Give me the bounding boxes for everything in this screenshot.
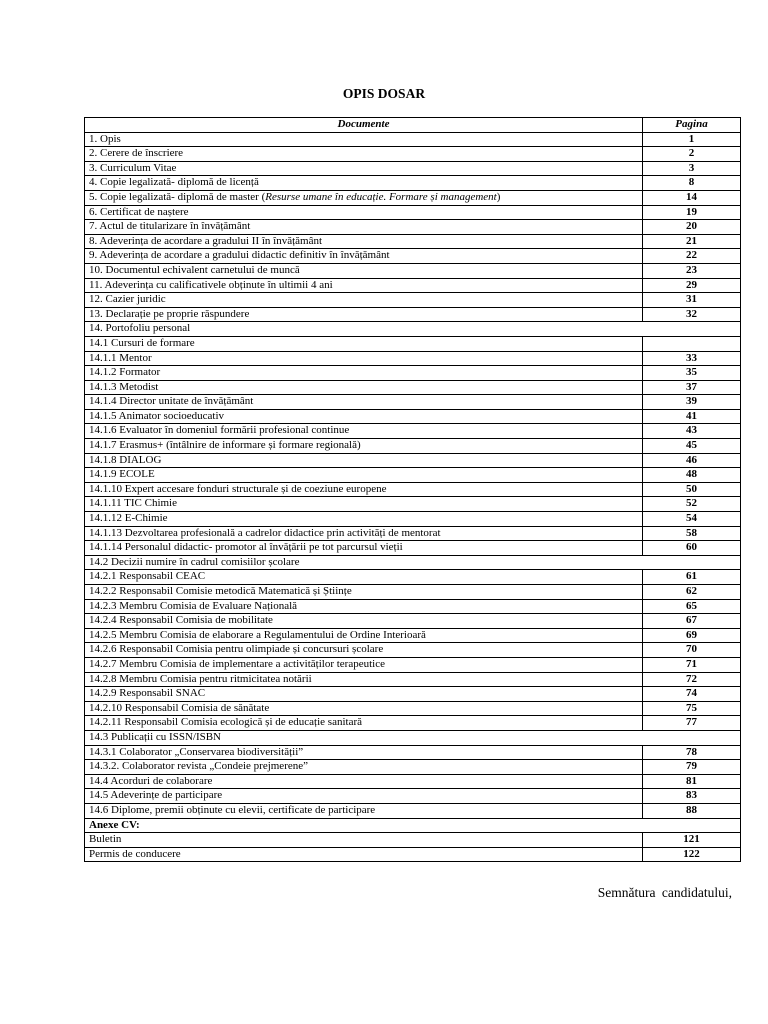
document-cell xyxy=(85,643,643,658)
header-documente: Documente xyxy=(85,118,643,133)
document-cell xyxy=(85,205,643,220)
page-number-cell: 21 xyxy=(643,234,741,249)
table-row xyxy=(85,366,741,381)
document-label: 14.2.11 Responsabil Comisia ecologică și de educație sanitară xyxy=(89,716,362,729)
document-label: 14.1.2 Formator xyxy=(89,366,161,379)
page-number-cell: 33 xyxy=(643,351,741,366)
page-number-cell: 20 xyxy=(643,220,741,235)
document-label: 14.4 Acorduri de colaborare xyxy=(89,774,213,787)
document-label: 14.3.1 Colaborator „Conservarea biodiversității” xyxy=(89,745,304,758)
table-header-row xyxy=(85,118,741,133)
document-cell xyxy=(85,803,643,818)
table-row xyxy=(85,803,741,818)
document-label: 7. Actul de titularizare în învățământ xyxy=(89,220,251,233)
table-row xyxy=(85,628,741,643)
document-label: 14.2.8 Membru Comisia pentru ritmicitatea notării xyxy=(89,672,312,685)
signature-label: Semnătura candidatului, xyxy=(597,885,732,900)
document-label: 14.2 Decizii numire în cadrul comisiilor școlare xyxy=(89,555,300,568)
document-cell xyxy=(85,497,643,512)
page-number-cell: 23 xyxy=(643,263,741,278)
document-label: 3. Curriculum Vitae xyxy=(89,161,177,174)
page-number-cell: 62 xyxy=(643,585,741,600)
document-cell xyxy=(85,570,643,585)
table-row xyxy=(85,730,741,745)
page-number-cell: 32 xyxy=(643,307,741,322)
table-row xyxy=(85,234,741,249)
document-label: 9. Adeverința de acordare a gradului didactic definitiv în învățământ xyxy=(89,249,390,262)
document-cell xyxy=(85,818,741,833)
document-cell xyxy=(85,453,643,468)
header-pagina: Pagina xyxy=(643,118,741,133)
table-row xyxy=(85,351,741,366)
table-row xyxy=(85,453,741,468)
document-label: Buletin xyxy=(89,833,122,846)
document-cell xyxy=(85,249,643,264)
document-label: Permis de conducere xyxy=(89,847,181,860)
document-cell xyxy=(85,220,643,235)
table-row xyxy=(85,468,741,483)
document-cell xyxy=(85,526,643,541)
page-number-cell: 45 xyxy=(643,439,741,454)
page-number-cell: 75 xyxy=(643,701,741,716)
page-number-cell: 39 xyxy=(643,395,741,410)
table-body xyxy=(85,132,741,862)
page-number-cell: 52 xyxy=(643,497,741,512)
opis-table xyxy=(84,117,741,862)
document-label: 14.2.7 Membru Comisia de implementare a activităților terapeutice xyxy=(89,657,385,670)
page-number-cell: 46 xyxy=(643,453,741,468)
document-label: 13. Declarație pe proprie răspundere xyxy=(89,307,250,320)
document-cell xyxy=(85,716,643,731)
document-label: 14.3 Publicații cu ISSN/ISBN xyxy=(89,730,222,743)
document-label: 14.2.1 Responsabil CEAC xyxy=(89,570,206,583)
document-cell xyxy=(85,657,643,672)
document-label: 14.1.11 TIC Chimie xyxy=(89,497,177,510)
page-number-cell: 50 xyxy=(643,482,741,497)
table-row xyxy=(85,132,741,147)
document-cell xyxy=(85,847,643,862)
page-number-cell: 88 xyxy=(643,803,741,818)
page-number-cell: 74 xyxy=(643,687,741,702)
table-row xyxy=(85,278,741,293)
table-row xyxy=(85,293,741,308)
document-cell xyxy=(85,409,643,424)
document-cell xyxy=(85,424,643,439)
document-label: 11. Adeverința cu calificativele obținute în ultimii 4 ani xyxy=(89,278,333,291)
page-number-cell: 48 xyxy=(643,468,741,483)
document-label: 14.5 Adeverințe de participare xyxy=(89,789,223,802)
table-row xyxy=(85,526,741,541)
table-row xyxy=(85,161,741,176)
document-cell xyxy=(85,599,643,614)
document-cell xyxy=(85,190,643,205)
table-row xyxy=(85,585,741,600)
table-row xyxy=(85,555,741,570)
document-label: 14.1.5 Animator socioeducativ xyxy=(89,409,225,422)
document-cell xyxy=(85,234,643,249)
table-row xyxy=(85,570,741,585)
document-label: 14.1.3 Metodist xyxy=(89,380,159,393)
document-label: 14.1.1 Mentor xyxy=(89,351,152,364)
table-row xyxy=(85,190,741,205)
document-cell xyxy=(85,439,643,454)
document-label: 14.2.2 Responsabil Comisie metodică Matematică și Științe xyxy=(89,585,352,597)
document-label: 14.2.10 Responsabil Comisia de sănătate xyxy=(89,701,270,714)
table-row xyxy=(85,482,741,497)
document-label-end: ) xyxy=(496,190,501,203)
document-cell xyxy=(85,351,643,366)
table-row xyxy=(85,745,741,760)
document-cell xyxy=(85,161,643,176)
page-number-cell: 22 xyxy=(643,249,741,264)
document-label-italic: Resurse umane în educație. Formare și management xyxy=(265,190,497,203)
document-label: 14.6 Diplome, premii obținute cu elevii, certificate de participare xyxy=(89,803,376,816)
table-row xyxy=(85,220,741,235)
document-cell xyxy=(85,628,643,643)
document-label: 14.1.8 DIALOG xyxy=(89,453,162,466)
document-label: 14.1.13 Dezvoltarea profesională a cadrelor didactice prin activități de mentorat xyxy=(89,526,441,539)
table-row xyxy=(85,760,741,775)
document-label: 14.2.4 Responsabil Comisia de mobilitate xyxy=(89,614,273,627)
document-cell xyxy=(85,585,643,600)
table-row xyxy=(85,512,741,527)
document-label: 14.1.12 E-Chimie xyxy=(89,512,168,525)
page-number-cell: 3 xyxy=(643,161,741,176)
table-row xyxy=(85,643,741,658)
table-row xyxy=(85,701,741,716)
document-cell xyxy=(85,132,643,147)
page-number-cell: 29 xyxy=(643,278,741,293)
table-row xyxy=(85,847,741,862)
page-number-cell: 121 xyxy=(643,833,741,848)
document-cell xyxy=(85,701,643,716)
document-cell xyxy=(85,322,741,337)
table-row xyxy=(85,409,741,424)
table-row xyxy=(85,322,741,337)
document-label: 10. Documentul echivalent carnetului de muncă xyxy=(89,263,300,276)
document-label: 6. Certificat de naștere xyxy=(89,205,189,218)
page-title: OPIS DOSAR xyxy=(342,86,426,101)
document-label: 5. Copie legalizată- diplomă de master ( xyxy=(89,190,266,203)
page-number-cell: 122 xyxy=(643,847,741,862)
document-label: 14.2.3 Membru Comisia de Evaluare Națională xyxy=(89,599,298,612)
document-cell xyxy=(85,176,643,191)
document-cell xyxy=(85,512,643,527)
document-cell xyxy=(85,263,643,278)
page-number-cell: 61 xyxy=(643,570,741,585)
table-row xyxy=(85,439,741,454)
document-cell xyxy=(85,541,643,556)
document-label: 14. Portofoliu personal xyxy=(89,322,191,335)
page-number-cell xyxy=(643,336,741,351)
page-number-cell: 78 xyxy=(643,745,741,760)
document-label: 2. Cerere de înscriere xyxy=(89,147,184,160)
page-number-cell: 41 xyxy=(643,409,741,424)
table-row xyxy=(85,336,741,351)
document-cell xyxy=(85,395,643,410)
table-row xyxy=(85,176,741,191)
document-label: 14.1 Cursuri de formare xyxy=(89,336,195,349)
document-cell xyxy=(85,789,643,804)
table-row xyxy=(85,818,741,833)
page-number-cell: 81 xyxy=(643,774,741,789)
document-cell xyxy=(85,278,643,293)
table-row xyxy=(85,307,741,322)
table-row xyxy=(85,249,741,264)
document-cell xyxy=(85,366,643,381)
table-row xyxy=(85,789,741,804)
page-number-cell: 1 xyxy=(643,132,741,147)
document-cell xyxy=(85,293,643,308)
table-row xyxy=(85,833,741,848)
table-row xyxy=(85,541,741,556)
table-row xyxy=(85,687,741,702)
page-number-cell: 37 xyxy=(643,380,741,395)
document-label: 14.2.9 Responsabil SNAC xyxy=(89,687,206,700)
document-label: 14.3.2. Colaborator revista „Condeie prejmerene” xyxy=(89,760,309,773)
table-row xyxy=(85,205,741,220)
document-cell xyxy=(85,687,643,702)
table-row xyxy=(85,657,741,672)
document-label: Anexe CV: xyxy=(89,818,140,831)
page-number-cell: 8 xyxy=(643,176,741,191)
document-label: 14.1.4 Director unitate de învățământ xyxy=(89,395,254,408)
document-cell xyxy=(85,307,643,322)
document-cell xyxy=(85,760,643,775)
page-number-cell: 69 xyxy=(643,628,741,643)
table-row xyxy=(85,380,741,395)
page-number-cell: 35 xyxy=(643,366,741,381)
document-label: 12. Cazier juridic xyxy=(89,293,166,306)
page-number-cell: 65 xyxy=(643,599,741,614)
page-number-cell: 14 xyxy=(643,190,741,205)
table-row xyxy=(85,424,741,439)
table-row xyxy=(85,263,741,278)
table-row xyxy=(85,497,741,512)
page-number-cell: 58 xyxy=(643,526,741,541)
table-row xyxy=(85,599,741,614)
page-number-cell: 43 xyxy=(643,424,741,439)
page-number-cell: 77 xyxy=(643,716,741,731)
page-number-cell: 70 xyxy=(643,643,741,658)
table-row xyxy=(85,147,741,162)
document-label: 14.1.14 Personalul didactic- promotor al învățării pe tot parcursul vieții xyxy=(89,541,403,554)
document-label: 14.1.10 Expert accesare fonduri structurale și de coeziune europene xyxy=(89,482,387,495)
page-number-cell: 19 xyxy=(643,205,741,220)
page-number-cell: 72 xyxy=(643,672,741,687)
page-number-cell: 83 xyxy=(643,789,741,804)
table-row xyxy=(85,614,741,629)
document-cell xyxy=(85,730,741,745)
table-row xyxy=(85,774,741,789)
document-cell xyxy=(85,614,643,629)
document-cell xyxy=(85,833,643,848)
page-number-cell: 71 xyxy=(643,657,741,672)
document-cell xyxy=(85,555,741,570)
page-number-cell: 54 xyxy=(643,512,741,527)
document-label: 14.1.9 ECOLE xyxy=(89,468,155,481)
page-number-cell: 60 xyxy=(643,541,741,556)
document-cell xyxy=(85,147,643,162)
document-cell xyxy=(85,672,643,687)
table-row xyxy=(85,395,741,410)
document-label: 14.2.6 Responsabil Comisia pentru olimpiade și concursuri școlare xyxy=(89,643,384,656)
document-label: 14.1.7 Erasmus+ (întâlnire de informare și formare regională) xyxy=(89,439,361,452)
document-cell xyxy=(85,380,643,395)
document-label: 14.2.5 Membru Comisia de elaborare a Regulamentului de Ordine Interioară xyxy=(89,628,426,641)
table-row xyxy=(85,716,741,731)
document-cell xyxy=(85,468,643,483)
document-cell xyxy=(85,774,643,789)
page-number-cell: 67 xyxy=(643,614,741,629)
document-label: 4. Copie legalizată- diplomă de licență xyxy=(89,176,259,189)
document-label: 1. Opis xyxy=(89,132,121,145)
table-row xyxy=(85,672,741,687)
document-cell xyxy=(85,336,643,351)
page-number-cell: 2 xyxy=(643,147,741,162)
page-number-cell: 31 xyxy=(643,293,741,308)
document-cell xyxy=(85,482,643,497)
document-label: 14.1.6 Evaluator în domeniul formării profesional continue xyxy=(89,424,350,437)
document-cell xyxy=(85,745,643,760)
document-label: 8. Adeverința de acordare a gradului II în învățământ xyxy=(89,234,323,247)
page-number-cell: 79 xyxy=(643,760,741,775)
